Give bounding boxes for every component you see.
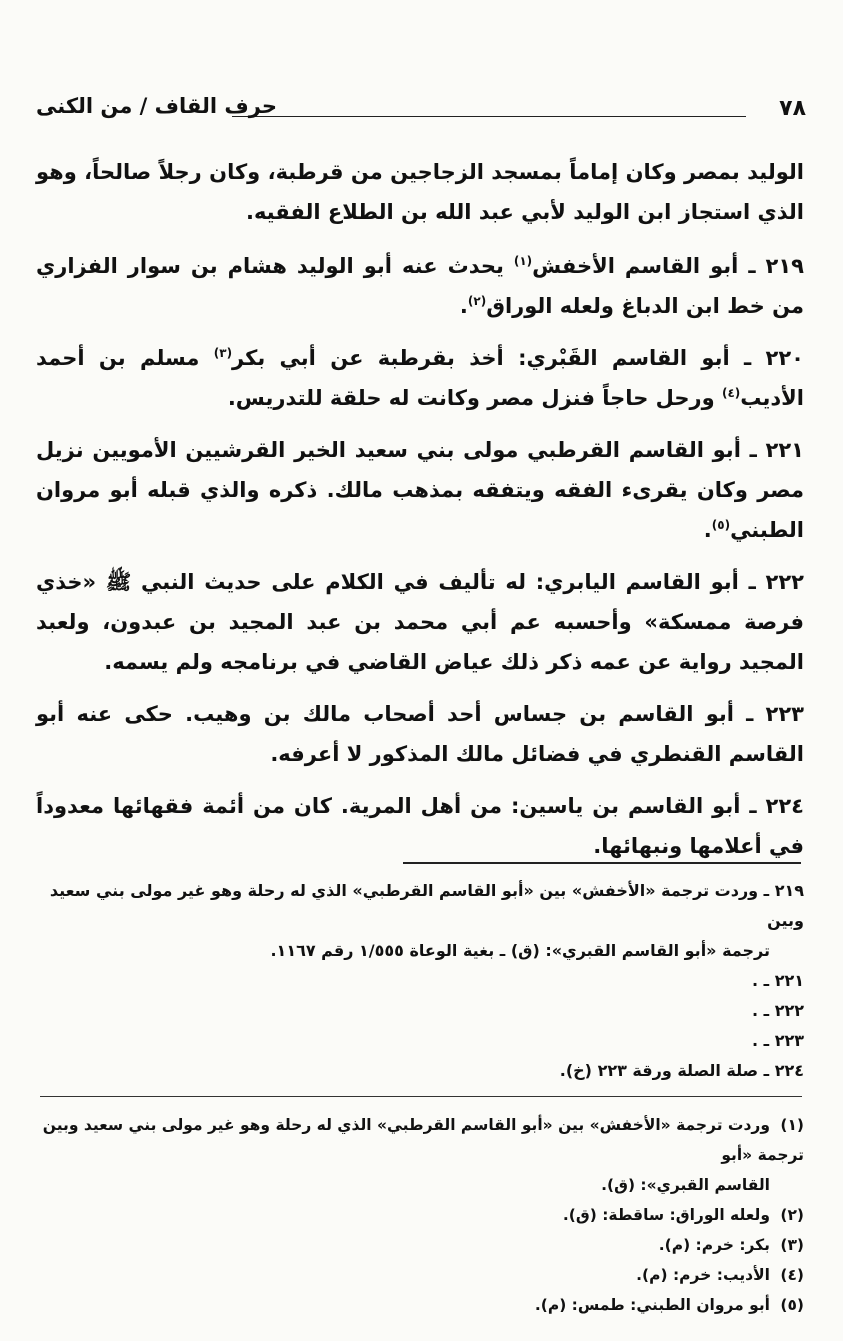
footnote-marker: (٤) — [780, 1266, 804, 1284]
note-223: ٢٢٣ ـ . — [752, 1031, 804, 1050]
footnote-text: أبو مروان الطبني: طمس: (م). — [534, 1296, 770, 1314]
footnote-1-continued — [36, 1170, 804, 1200]
paragraph-text: الوليد بمصر وكان إماماً بمسجد الزجاجين من قرطبة، وكان رجلاً صالحاً، وهو الذي استجاز ابن الوليد لأبي عبد الله بن الطلاع الفقيه. — [36, 160, 804, 224]
footnote-4 — [36, 1260, 804, 1290]
entry-223 — [36, 694, 804, 774]
entry-text: وأحسبه عم أبي محمد بن عبد المجيد بن عبدون، ولعبد المجيد رواية عن عمه ذكر ذلك عياض القاضي في برنامجه ولم يسمه. — [36, 610, 804, 674]
footnote-1 — [36, 1110, 804, 1170]
footnote-2 — [36, 1200, 804, 1230]
footnote-text: الأديب: خرم: (م). — [636, 1266, 770, 1284]
entry-text: ٢٢١ ـ أبو القاسم القرطبي مولى بني سعيد الخير القرشيين الأمويين نزيل مصر وكان يقرىء الفقه ويتفقه بمذهب مالك. ذكره والذي قبله أبو مروان الطبني — [36, 438, 804, 542]
page-number: ٧٨ — [779, 96, 806, 121]
footnote-text: ولعله الوراق: ساقطة: (ق). — [562, 1206, 770, 1224]
paragraph-continuation — [36, 152, 804, 232]
quoted-hadith: «خذي فرصة ممسكة» — [36, 570, 804, 634]
entry-221 — [36, 430, 804, 550]
entry-text: ٢٢٣ ـ أبو القاسم بن جساس أحد أصحاب مالك بن وهيب. حكى عنه أبو القاسم القنطري في فضائل مالك المذكور لا أعرفه. — [36, 702, 804, 766]
note-219-continued: ترجمة «أبو القاسم القبري»: (ق) ـ بغية الوعاة ١/٥٥٥ رقم ١١٦٧. — [270, 941, 770, 960]
entry-text: ٢١٩ ـ أبو القاسم الأخفش — [532, 254, 804, 278]
entry-text: ٢٢٤ ـ أبو القاسم بن ياسين: من أهل المرية. كان من أئمة فقهائها معدوداً في أعلامها ونبهائها. — [36, 794, 804, 858]
footnote-ref[interactable]: (٥) — [711, 518, 731, 532]
footnote-5 — [36, 1290, 804, 1320]
main-text — [36, 152, 804, 878]
entry-219 — [36, 246, 804, 326]
note-222: ٢٢٢ ـ . — [752, 1001, 804, 1020]
entry-text: يحدث عنه أبو الوليد هشام بن سوار الفزاري من خط ابن الدباغ ولعله الوراق — [36, 254, 804, 318]
footnote-ref[interactable]: (٤) — [721, 386, 741, 400]
footnote-ref[interactable]: (٢) — [467, 294, 487, 308]
page-header — [36, 92, 806, 132]
footnote-ref[interactable]: (٣) — [213, 346, 233, 360]
entry-222 — [36, 562, 804, 682]
footnote-marker: (٢) — [780, 1206, 804, 1224]
entry-text: ورحل حاجاً فنزل مصر وكانت له حلقة للتدريس. — [227, 386, 722, 410]
header-rule — [232, 116, 746, 117]
entry-text: ٢٢٢ ـ أبو القاسم اليابري: له تأليف في الكلام على حديث النبي ﷺ — [96, 570, 804, 594]
footnotes — [36, 1110, 804, 1320]
footnotes-divider — [40, 1096, 802, 1097]
note-219: ٢١٩ ـ وردت ترجمة «الأخفش» بين «أبو القاسم القرطبي» الذي له رحلة وهو غير مولى بني سعيد وبين — [49, 881, 804, 930]
footnote-text: القاسم القبري»: (ق). — [601, 1176, 770, 1194]
entry-text: . — [459, 294, 468, 318]
entry-text: مسلم بن أحمد الأديب — [36, 346, 804, 410]
notes-divider — [403, 862, 801, 864]
entry-220 — [36, 338, 804, 418]
footnote-marker: (١) — [780, 1116, 804, 1134]
editor-notes — [36, 876, 804, 1086]
entry-224 — [36, 786, 804, 866]
note-224: ٢٢٤ ـ صلة الصلة ورقة ٢٢٣ (خ). — [559, 1061, 804, 1080]
footnote-text: وردت ترجمة «الأخفش» بين «أبو القاسم القرطبي» الذي له رحلة وهو غير مولى بني سعيد وبين ترجمة «أبو — [42, 1116, 804, 1164]
footnote-3 — [36, 1230, 804, 1260]
footnote-marker: (٥) — [780, 1296, 804, 1314]
entry-text: ٢٢٠ ـ أبو القاسم القَبْري: أخذ بقرطبة عن أبي بكر — [232, 346, 804, 370]
note-221: ٢٢١ ـ . — [752, 971, 804, 990]
footnote-marker: (٣) — [780, 1236, 804, 1254]
running-title: حرف القاف / من الكنى — [36, 94, 277, 118]
entry-text: . — [703, 518, 712, 542]
footnote-ref[interactable]: (١) — [513, 254, 533, 268]
footnote-text: بكر: خرم: (م). — [658, 1236, 770, 1254]
